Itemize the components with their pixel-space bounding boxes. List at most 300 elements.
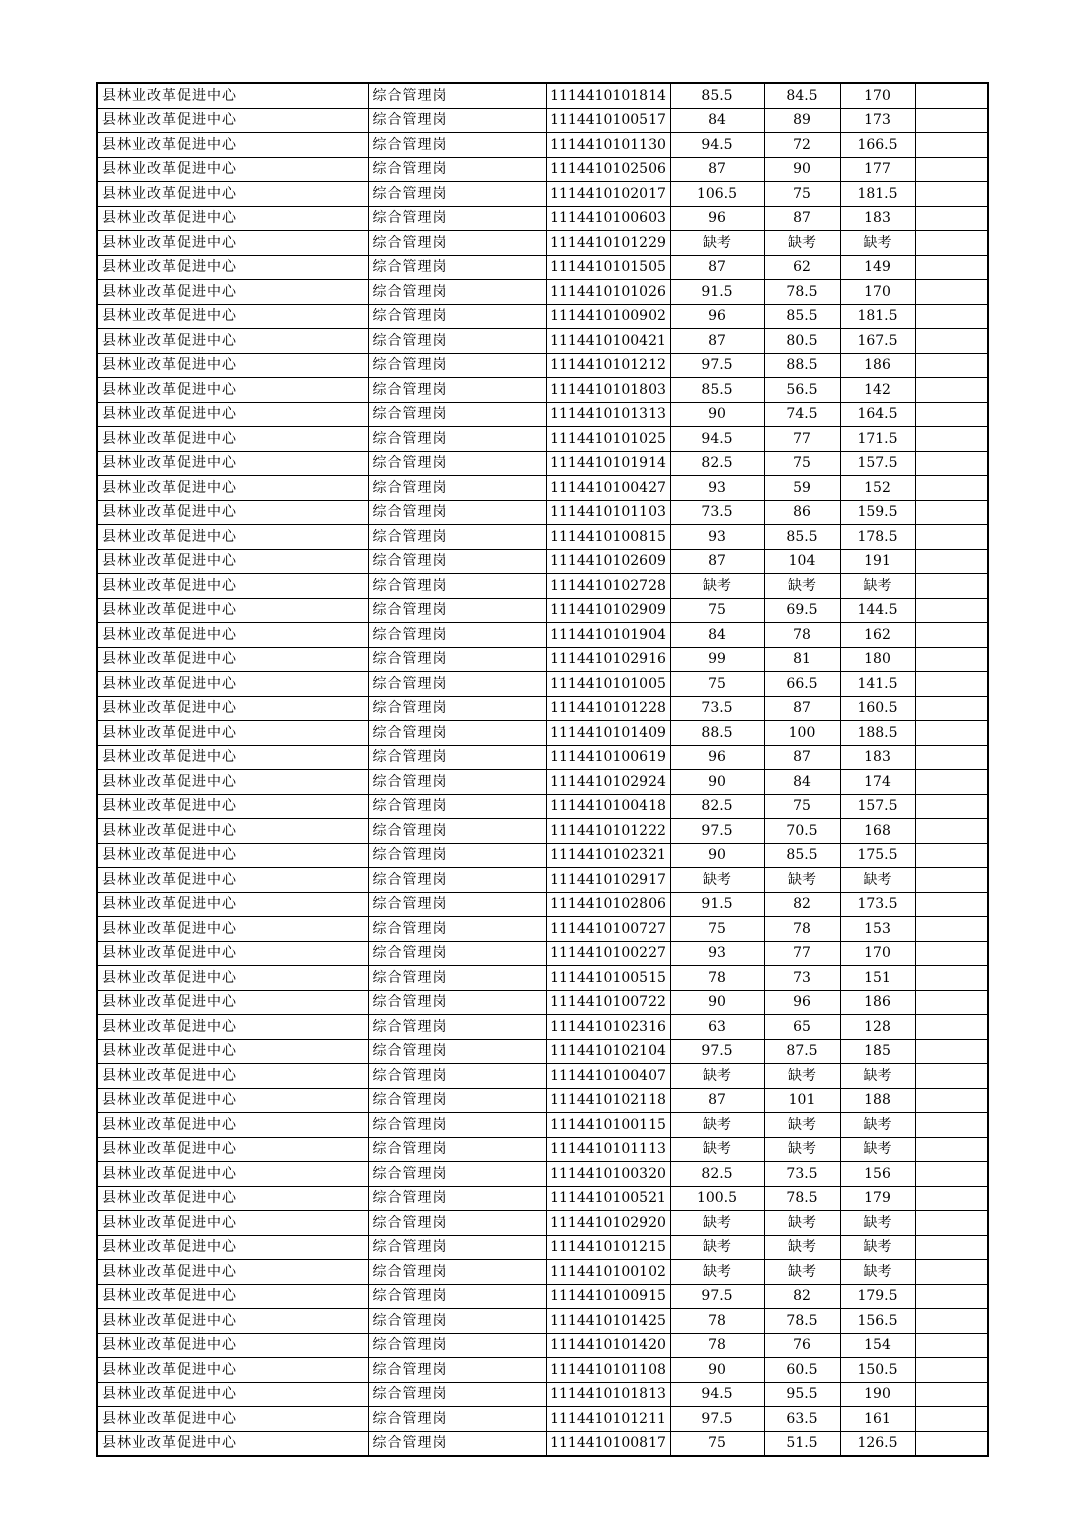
remark-cell xyxy=(915,1015,988,1040)
candidate-number-cell: 1114410101425 xyxy=(546,1309,670,1334)
candidate-number-cell: 1114410102118 xyxy=(546,1088,670,1113)
remark-cell xyxy=(915,451,988,476)
remark-cell xyxy=(915,353,988,378)
unit-cell: 县林业改革促进中心 xyxy=(97,206,368,231)
total-score-cell: 185 xyxy=(840,1039,915,1064)
unit-cell: 县林业改革促进中心 xyxy=(97,549,368,574)
written-score-2-cell: 104 xyxy=(764,549,840,574)
total-score-cell: 153 xyxy=(840,917,915,942)
total-score-cell: 179.5 xyxy=(840,1284,915,1309)
table-row xyxy=(97,672,988,697)
table-body xyxy=(97,83,988,1456)
total-score-cell: 缺考 xyxy=(840,231,915,256)
written-score-1-cell: 85.5 xyxy=(670,83,764,108)
written-score-1-cell: 缺考 xyxy=(670,1235,764,1260)
remark-cell xyxy=(915,1309,988,1334)
written-score-1-cell: 82.5 xyxy=(670,1162,764,1187)
unit-cell: 县林业改革促进中心 xyxy=(97,1309,368,1334)
written-score-1-cell: 87 xyxy=(670,157,764,182)
unit-cell: 县林业改革促进中心 xyxy=(97,868,368,893)
total-score-cell: 144.5 xyxy=(840,598,915,623)
table-row xyxy=(97,549,988,574)
remark-cell xyxy=(915,1113,988,1138)
unit-cell: 县林业改革促进中心 xyxy=(97,1358,368,1383)
candidate-number-cell: 1114410100407 xyxy=(546,1064,670,1089)
written-score-2-cell: 63.5 xyxy=(764,1407,840,1432)
post-cell: 综合管理岗 xyxy=(368,843,546,868)
total-score-cell: 160.5 xyxy=(840,696,915,721)
total-score-cell: 缺考 xyxy=(840,1137,915,1162)
written-score-1-cell: 78 xyxy=(670,966,764,991)
remark-cell xyxy=(915,721,988,746)
table-row xyxy=(97,1211,988,1236)
total-score-cell: 缺考 xyxy=(840,1260,915,1285)
total-score-cell: 164.5 xyxy=(840,402,915,427)
table-row xyxy=(97,1113,988,1138)
table-row xyxy=(97,133,988,158)
remark-cell xyxy=(915,1284,988,1309)
post-cell: 综合管理岗 xyxy=(368,1211,546,1236)
table-row xyxy=(97,402,988,427)
total-score-cell: 173.5 xyxy=(840,892,915,917)
remark-cell xyxy=(915,133,988,158)
table-row xyxy=(97,1382,988,1407)
written-score-2-cell: 82 xyxy=(764,892,840,917)
candidate-number-cell: 1114410101130 xyxy=(546,133,670,158)
candidate-number-cell: 1114410102104 xyxy=(546,1039,670,1064)
written-score-2-cell: 缺考 xyxy=(764,1260,840,1285)
unit-cell: 县林业改革促进中心 xyxy=(97,1186,368,1211)
total-score-cell: 缺考 xyxy=(840,868,915,893)
unit-cell: 县林业改革促进中心 xyxy=(97,1407,368,1432)
total-score-cell: 141.5 xyxy=(840,672,915,697)
unit-cell: 县林业改革促进中心 xyxy=(97,255,368,280)
written-score-2-cell: 85.5 xyxy=(764,525,840,550)
written-score-2-cell: 60.5 xyxy=(764,1358,840,1383)
total-score-cell: 149 xyxy=(840,255,915,280)
written-score-1-cell: 100.5 xyxy=(670,1186,764,1211)
candidate-number-cell: 1114410100727 xyxy=(546,917,670,942)
written-score-1-cell: 87 xyxy=(670,329,764,354)
candidate-number-cell: 1114410100102 xyxy=(546,1260,670,1285)
remark-cell xyxy=(915,427,988,452)
remark-cell xyxy=(915,1088,988,1113)
table-row xyxy=(97,721,988,746)
post-cell: 综合管理岗 xyxy=(368,745,546,770)
table-row xyxy=(97,1260,988,1285)
remark-cell xyxy=(915,1211,988,1236)
candidate-number-cell: 1114410102017 xyxy=(546,182,670,207)
table-row xyxy=(97,794,988,819)
written-score-2-cell: 84.5 xyxy=(764,83,840,108)
written-score-2-cell: 73.5 xyxy=(764,1162,840,1187)
remark-cell xyxy=(915,843,988,868)
unit-cell: 县林业改革促进中心 xyxy=(97,353,368,378)
post-cell: 综合管理岗 xyxy=(368,672,546,697)
candidate-number-cell: 1114410101229 xyxy=(546,231,670,256)
unit-cell: 县林业改革促进中心 xyxy=(97,623,368,648)
total-score-cell: 157.5 xyxy=(840,451,915,476)
table-row xyxy=(97,1186,988,1211)
table-row xyxy=(97,83,988,108)
written-score-2-cell: 78.5 xyxy=(764,1309,840,1334)
written-score-1-cell: 93 xyxy=(670,476,764,501)
remark-cell xyxy=(915,108,988,133)
post-cell: 综合管理岗 xyxy=(368,647,546,672)
post-cell: 综合管理岗 xyxy=(368,1039,546,1064)
table-row xyxy=(97,647,988,672)
written-score-2-cell: 87 xyxy=(764,206,840,231)
written-score-2-cell: 51.5 xyxy=(764,1431,840,1456)
written-score-2-cell: 缺考 xyxy=(764,1137,840,1162)
written-score-2-cell: 96 xyxy=(764,990,840,1015)
written-score-1-cell: 96 xyxy=(670,206,764,231)
post-cell: 综合管理岗 xyxy=(368,378,546,403)
unit-cell: 县林业改革促进中心 xyxy=(97,892,368,917)
written-score-2-cell: 59 xyxy=(764,476,840,501)
unit-cell: 县林业改革促进中心 xyxy=(97,1088,368,1113)
candidate-number-cell: 1114410100227 xyxy=(546,941,670,966)
table-row xyxy=(97,476,988,501)
table-row xyxy=(97,574,988,599)
written-score-1-cell: 73.5 xyxy=(670,696,764,721)
remark-cell xyxy=(915,1260,988,1285)
post-cell: 综合管理岗 xyxy=(368,819,546,844)
remark-cell xyxy=(915,304,988,329)
candidate-number-cell: 1114410100722 xyxy=(546,990,670,1015)
total-score-cell: 186 xyxy=(840,990,915,1015)
table-row xyxy=(97,206,988,231)
table-row xyxy=(97,598,988,623)
written-score-1-cell: 82.5 xyxy=(670,451,764,476)
written-score-2-cell: 76 xyxy=(764,1333,840,1358)
unit-cell: 县林业改革促进中心 xyxy=(97,476,368,501)
unit-cell: 县林业改革促进中心 xyxy=(97,1064,368,1089)
unit-cell: 县林业改革促进中心 xyxy=(97,966,368,991)
post-cell: 综合管理岗 xyxy=(368,549,546,574)
unit-cell: 县林业改革促进中心 xyxy=(97,1284,368,1309)
written-score-2-cell: 78.5 xyxy=(764,1186,840,1211)
remark-cell xyxy=(915,1186,988,1211)
remark-cell xyxy=(915,598,988,623)
written-score-2-cell: 78.5 xyxy=(764,280,840,305)
candidate-number-cell: 1114410100902 xyxy=(546,304,670,329)
candidate-number-cell: 1114410101904 xyxy=(546,623,670,648)
candidate-number-cell: 1114410101103 xyxy=(546,500,670,525)
written-score-2-cell: 70.5 xyxy=(764,819,840,844)
written-score-2-cell: 缺考 xyxy=(764,1235,840,1260)
remark-cell xyxy=(915,182,988,207)
candidate-number-cell: 1114410101420 xyxy=(546,1333,670,1358)
total-score-cell: 162 xyxy=(840,623,915,648)
post-cell: 综合管理岗 xyxy=(368,941,546,966)
written-score-1-cell: 78 xyxy=(670,1309,764,1334)
total-score-cell: 151 xyxy=(840,966,915,991)
total-score-cell: 缺考 xyxy=(840,1211,915,1236)
remark-cell xyxy=(915,402,988,427)
table-row xyxy=(97,378,988,403)
total-score-cell: 175.5 xyxy=(840,843,915,868)
written-score-1-cell: 75 xyxy=(670,672,764,697)
written-score-1-cell: 97.5 xyxy=(670,1284,764,1309)
unit-cell: 县林业改革促进中心 xyxy=(97,133,368,158)
written-score-1-cell: 63 xyxy=(670,1015,764,1040)
unit-cell: 县林业改革促进中心 xyxy=(97,451,368,476)
unit-cell: 县林业改革促进中心 xyxy=(97,1382,368,1407)
candidate-number-cell: 1114410101228 xyxy=(546,696,670,721)
written-score-1-cell: 78 xyxy=(670,1333,764,1358)
table-row xyxy=(97,329,988,354)
post-cell: 综合管理岗 xyxy=(368,1137,546,1162)
written-score-2-cell: 86 xyxy=(764,500,840,525)
post-cell: 综合管理岗 xyxy=(368,157,546,182)
written-score-1-cell: 94.5 xyxy=(670,133,764,158)
post-cell: 综合管理岗 xyxy=(368,1407,546,1432)
total-score-cell: 缺考 xyxy=(840,1113,915,1138)
table-row xyxy=(97,353,988,378)
written-score-2-cell: 缺考 xyxy=(764,231,840,256)
table-row xyxy=(97,1064,988,1089)
remark-cell xyxy=(915,623,988,648)
post-cell: 综合管理岗 xyxy=(368,206,546,231)
written-score-1-cell: 88.5 xyxy=(670,721,764,746)
written-score-2-cell: 80.5 xyxy=(764,329,840,354)
unit-cell: 县林业改革促进中心 xyxy=(97,819,368,844)
post-cell: 综合管理岗 xyxy=(368,966,546,991)
written-score-2-cell: 85.5 xyxy=(764,304,840,329)
unit-cell: 县林业改革促进中心 xyxy=(97,329,368,354)
candidate-number-cell: 1114410102806 xyxy=(546,892,670,917)
total-score-cell: 177 xyxy=(840,157,915,182)
written-score-2-cell: 62 xyxy=(764,255,840,280)
post-cell: 综合管理岗 xyxy=(368,598,546,623)
total-score-cell: 126.5 xyxy=(840,1431,915,1456)
candidate-number-cell: 1114410101813 xyxy=(546,1382,670,1407)
unit-cell: 县林业改革促进中心 xyxy=(97,721,368,746)
remark-cell xyxy=(915,1162,988,1187)
table-row xyxy=(97,1333,988,1358)
written-score-2-cell: 75 xyxy=(764,794,840,819)
written-score-2-cell: 72 xyxy=(764,133,840,158)
written-score-2-cell: 56.5 xyxy=(764,378,840,403)
unit-cell: 县林业改革促进中心 xyxy=(97,280,368,305)
remark-cell xyxy=(915,549,988,574)
post-cell: 综合管理岗 xyxy=(368,500,546,525)
written-score-1-cell: 75 xyxy=(670,917,764,942)
total-score-cell: 167.5 xyxy=(840,329,915,354)
table-row xyxy=(97,843,988,868)
unit-cell: 县林业改革促进中心 xyxy=(97,1162,368,1187)
remark-cell xyxy=(915,794,988,819)
remark-cell xyxy=(915,157,988,182)
written-score-1-cell: 90 xyxy=(670,770,764,795)
remark-cell xyxy=(915,696,988,721)
written-score-1-cell: 缺考 xyxy=(670,1137,764,1162)
post-cell: 综合管理岗 xyxy=(368,1088,546,1113)
post-cell: 综合管理岗 xyxy=(368,83,546,108)
written-score-1-cell: 97.5 xyxy=(670,1407,764,1432)
unit-cell: 县林业改革促进中心 xyxy=(97,108,368,133)
written-score-2-cell: 84 xyxy=(764,770,840,795)
post-cell: 综合管理岗 xyxy=(368,1113,546,1138)
unit-cell: 县林业改革促进中心 xyxy=(97,843,368,868)
unit-cell: 县林业改革促进中心 xyxy=(97,1113,368,1138)
written-score-2-cell: 78 xyxy=(764,623,840,648)
total-score-cell: 180 xyxy=(840,647,915,672)
candidate-number-cell: 1114410102506 xyxy=(546,157,670,182)
table-row xyxy=(97,1309,988,1334)
table-row xyxy=(97,990,988,1015)
candidate-number-cell: 1114410101211 xyxy=(546,1407,670,1432)
candidate-number-cell: 1114410101803 xyxy=(546,378,670,403)
post-cell: 综合管理岗 xyxy=(368,1186,546,1211)
unit-cell: 县林业改革促进中心 xyxy=(97,696,368,721)
written-score-1-cell: 缺考 xyxy=(670,1260,764,1285)
written-score-2-cell: 77 xyxy=(764,941,840,966)
table-row xyxy=(97,525,988,550)
candidate-number-cell: 1114410102924 xyxy=(546,770,670,795)
remark-cell xyxy=(915,770,988,795)
written-score-1-cell: 90 xyxy=(670,402,764,427)
post-cell: 综合管理岗 xyxy=(368,255,546,280)
table-row xyxy=(97,231,988,256)
written-score-1-cell: 90 xyxy=(670,1358,764,1383)
table-row xyxy=(97,696,988,721)
post-cell: 综合管理岗 xyxy=(368,1382,546,1407)
unit-cell: 县林业改革促进中心 xyxy=(97,1235,368,1260)
total-score-cell: 181.5 xyxy=(840,182,915,207)
post-cell: 综合管理岗 xyxy=(368,1431,546,1456)
table-row xyxy=(97,1137,988,1162)
written-score-2-cell: 87 xyxy=(764,696,840,721)
candidate-number-cell: 1114410102920 xyxy=(546,1211,670,1236)
candidate-number-cell: 1114410101113 xyxy=(546,1137,670,1162)
table-row xyxy=(97,966,988,991)
unit-cell: 县林业改革促进中心 xyxy=(97,1431,368,1456)
table-row xyxy=(97,451,988,476)
remark-cell xyxy=(915,819,988,844)
total-score-cell: 166.5 xyxy=(840,133,915,158)
table-row xyxy=(97,1431,988,1456)
total-score-cell: 190 xyxy=(840,1382,915,1407)
unit-cell: 县林业改革促进中心 xyxy=(97,83,368,108)
written-score-2-cell: 78 xyxy=(764,917,840,942)
table-row xyxy=(97,1358,988,1383)
written-score-2-cell: 69.5 xyxy=(764,598,840,623)
remark-cell xyxy=(915,745,988,770)
remark-cell xyxy=(915,1333,988,1358)
unit-cell: 县林业改革促进中心 xyxy=(97,917,368,942)
remark-cell xyxy=(915,255,988,280)
total-score-cell: 173 xyxy=(840,108,915,133)
written-score-2-cell: 73 xyxy=(764,966,840,991)
table-row xyxy=(97,868,988,893)
total-score-cell: 159.5 xyxy=(840,500,915,525)
post-cell: 综合管理岗 xyxy=(368,696,546,721)
unit-cell: 县林业改革促进中心 xyxy=(97,500,368,525)
unit-cell: 县林业改革促进中心 xyxy=(97,402,368,427)
written-score-1-cell: 75 xyxy=(670,598,764,623)
total-score-cell: 170 xyxy=(840,83,915,108)
written-score-1-cell: 91.5 xyxy=(670,280,764,305)
written-score-1-cell: 93 xyxy=(670,941,764,966)
unit-cell: 县林业改革促进中心 xyxy=(97,231,368,256)
candidate-number-cell: 1114410101409 xyxy=(546,721,670,746)
post-cell: 综合管理岗 xyxy=(368,304,546,329)
post-cell: 综合管理岗 xyxy=(368,1235,546,1260)
post-cell: 综合管理岗 xyxy=(368,525,546,550)
total-score-cell: 156.5 xyxy=(840,1309,915,1334)
unit-cell: 县林业改革促进中心 xyxy=(97,1137,368,1162)
unit-cell: 县林业改革促进中心 xyxy=(97,672,368,697)
written-score-2-cell: 75 xyxy=(764,182,840,207)
post-cell: 综合管理岗 xyxy=(368,1162,546,1187)
table-row xyxy=(97,1015,988,1040)
remark-cell xyxy=(915,868,988,893)
total-score-cell: 178.5 xyxy=(840,525,915,550)
candidate-number-cell: 1114410100115 xyxy=(546,1113,670,1138)
total-score-cell: 171.5 xyxy=(840,427,915,452)
post-cell: 综合管理岗 xyxy=(368,231,546,256)
unit-cell: 县林业改革促进中心 xyxy=(97,1260,368,1285)
written-score-2-cell: 88.5 xyxy=(764,353,840,378)
total-score-cell: 154 xyxy=(840,1333,915,1358)
unit-cell: 县林业改革促进中心 xyxy=(97,1333,368,1358)
total-score-cell: 156 xyxy=(840,1162,915,1187)
written-score-1-cell: 73.5 xyxy=(670,500,764,525)
total-score-cell: 181.5 xyxy=(840,304,915,329)
written-score-1-cell: 94.5 xyxy=(670,427,764,452)
unit-cell: 县林业改革促进中心 xyxy=(97,770,368,795)
total-score-cell: 174 xyxy=(840,770,915,795)
candidate-number-cell: 1114410100521 xyxy=(546,1186,670,1211)
written-score-2-cell: 81 xyxy=(764,647,840,672)
remark-cell xyxy=(915,1137,988,1162)
total-score-cell: 150.5 xyxy=(840,1358,915,1383)
remark-cell xyxy=(915,1064,988,1089)
unit-cell: 县林业改革促进中心 xyxy=(97,745,368,770)
written-score-2-cell: 77 xyxy=(764,427,840,452)
remark-cell xyxy=(915,941,988,966)
remark-cell xyxy=(915,574,988,599)
total-score-cell: 179 xyxy=(840,1186,915,1211)
remark-cell xyxy=(915,500,988,525)
written-score-2-cell: 缺考 xyxy=(764,868,840,893)
post-cell: 综合管理岗 xyxy=(368,794,546,819)
written-score-1-cell: 94.5 xyxy=(670,1382,764,1407)
post-cell: 综合管理岗 xyxy=(368,182,546,207)
table-row xyxy=(97,157,988,182)
written-score-1-cell: 84 xyxy=(670,623,764,648)
candidate-number-cell: 1114410101914 xyxy=(546,451,670,476)
unit-cell: 县林业改革促进中心 xyxy=(97,1211,368,1236)
written-score-1-cell: 87 xyxy=(670,255,764,280)
candidate-number-cell: 1114410102909 xyxy=(546,598,670,623)
written-score-2-cell: 缺考 xyxy=(764,1064,840,1089)
post-cell: 综合管理岗 xyxy=(368,402,546,427)
unit-cell: 县林业改革促进中心 xyxy=(97,1039,368,1064)
unit-cell: 县林业改革促进中心 xyxy=(97,794,368,819)
candidate-number-cell: 1114410102728 xyxy=(546,574,670,599)
table-row xyxy=(97,1039,988,1064)
written-score-2-cell: 82 xyxy=(764,1284,840,1309)
total-score-cell: 186 xyxy=(840,353,915,378)
post-cell: 综合管理岗 xyxy=(368,1358,546,1383)
table-row xyxy=(97,280,988,305)
remark-cell xyxy=(915,990,988,1015)
written-score-1-cell: 97.5 xyxy=(670,353,764,378)
unit-cell: 县林业改革促进中心 xyxy=(97,525,368,550)
